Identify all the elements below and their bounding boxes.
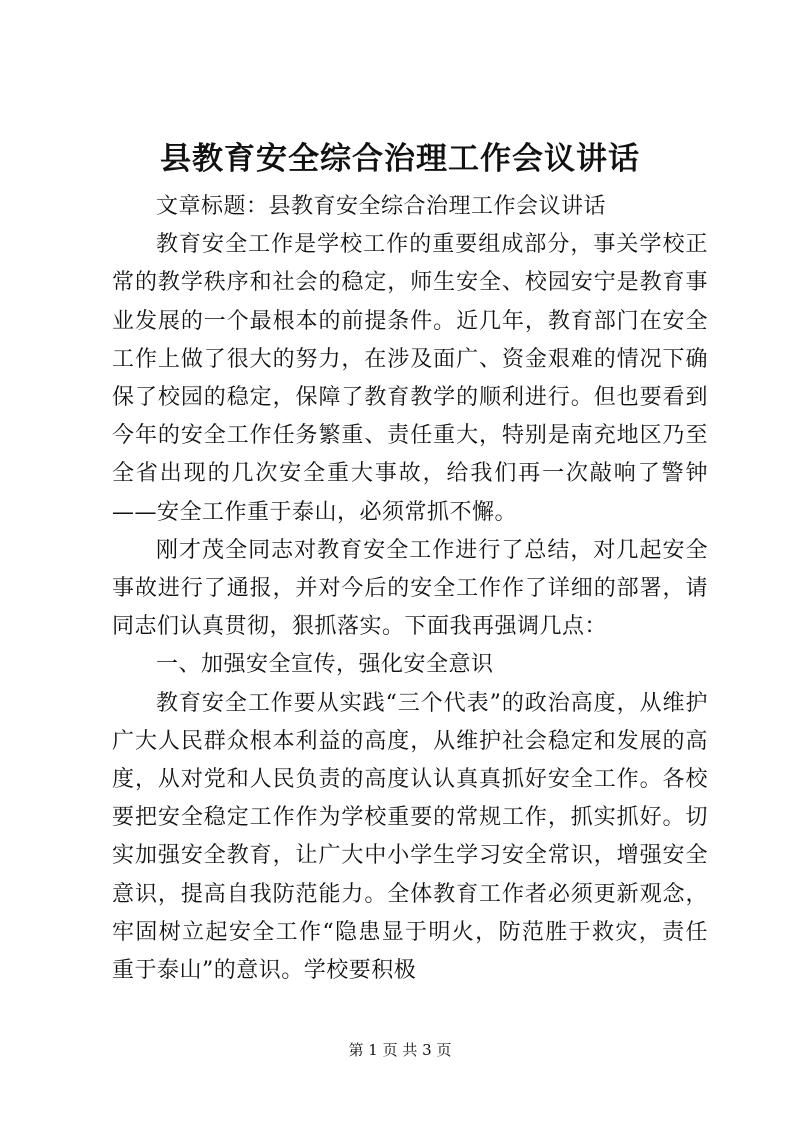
- paragraph-section-1: 教育安全工作要从实践“三个代表”的政治高度，从维护广大人民群众根本利益的高度，从维护社会稳定和发展的高度，从对党和人民负责的高度认认真真抓好安全工作。各校要把安全稳定工作作为学校重要的常规工作，抓实抓好。切实加强安全教育，让广大中小学生学习安全常识，增强安全意识，提高自我防范能力。全体教育工作者必须更新观念，牢固树立起安全工作“隐患显于明火，防范胜于救灾，责任重于泰山”的意识。学校要积极: [112, 690, 708, 984]
- article-title-line: 文章标题：县教育安全综合治理工作会议讲话: [156, 194, 607, 219]
- paragraph-intro: 教育安全工作是学校工作的重要组成部分，事关学校正常的教学秩序和社会的稳定，师生安全、校园安宁是教育事业发展的一个最根本的前提条件。近几年，教育部门在安全工作上做了很大的努力，在涉及面广、资金艰难的情况下确保了校园的稳定，保障了教育教学的顺利进行。但也要看到今年的安全工作任务繁重、责任重大，特别是南充地区乃至全省出现的几次安全重大事故，给我们再一次敲响了警钟——安全工作重于泰山，必须常抓不懈。: [112, 232, 708, 525]
- section-heading-1: 一、加强安全宣传，强化安全意识: [156, 652, 494, 678]
- paragraph-summary: 刚才茂全同志对教育安全工作进行了总结，对几起安全事故进行了通报，并对今后的安全工作作了详细的部署，请同志们认真贯彻，狠抓落实。下面我再强调几点：: [112, 537, 708, 640]
- document-body: [112, 188, 708, 990]
- document-title: 县教育安全综合治理工作会议讲话: [160, 141, 640, 177]
- page-footer: 第 1 页 共 3 页: [348, 1041, 452, 1059]
